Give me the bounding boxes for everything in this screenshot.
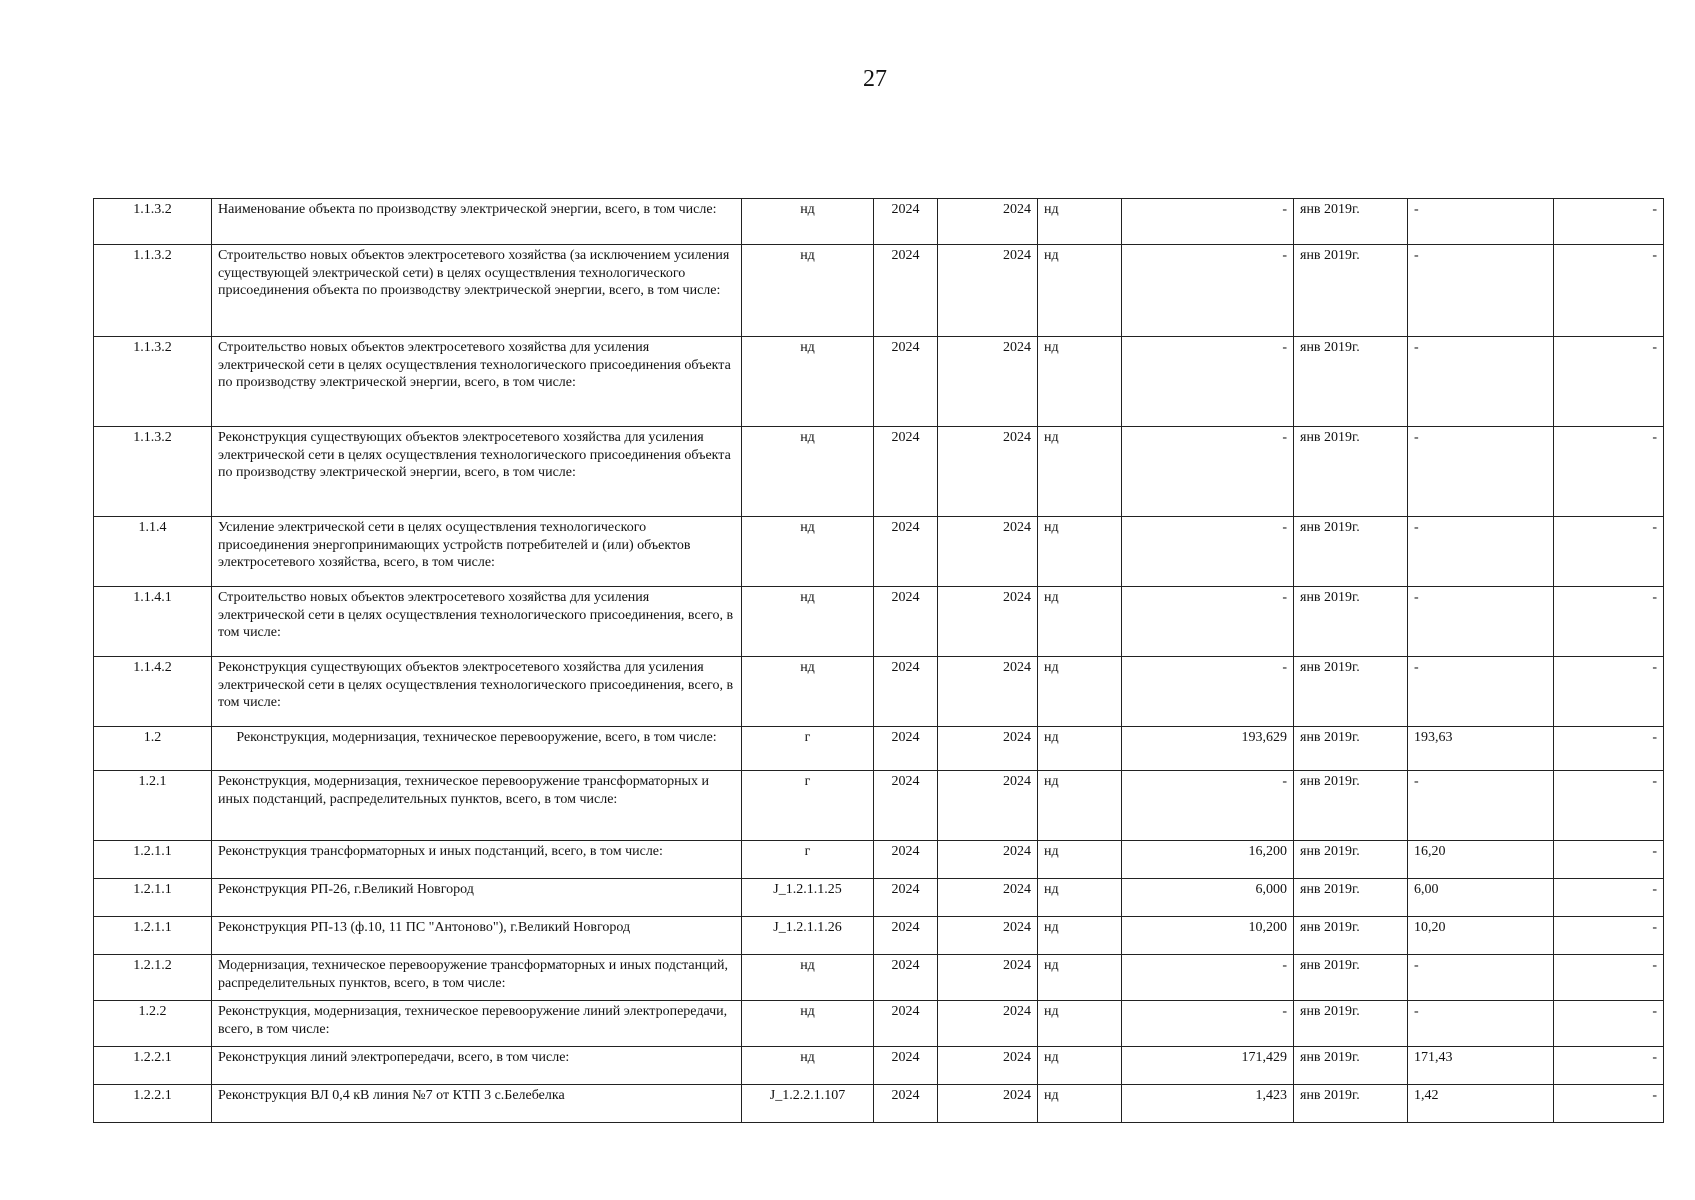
row-name: Реконструкция, модернизация, техническое перевооружение, всего, в том числе:: [212, 727, 742, 771]
row-year-start: 2024: [874, 879, 938, 917]
row-status: нд: [1038, 427, 1122, 517]
row-last: -: [1554, 245, 1664, 337]
row-year-start: 2024: [874, 1001, 938, 1047]
row-name: Реконструкция ВЛ 0,4 кВ линия №7 от КТП 3 с.Белебелка: [212, 1085, 742, 1123]
row-value: -: [1122, 517, 1294, 587]
row-last: -: [1554, 1085, 1664, 1123]
row-last: -: [1554, 727, 1664, 771]
row-year-end: 2024: [938, 1047, 1038, 1085]
row-value: 10,200: [1122, 917, 1294, 955]
row-status: нд: [1038, 771, 1122, 841]
table-row: [94, 587, 1664, 657]
row-date: янв 2019г.: [1294, 1047, 1408, 1085]
row-value: 6,000: [1122, 879, 1294, 917]
row-identifier: г: [742, 771, 874, 841]
row-code: 1.2.1.1: [94, 841, 212, 879]
row-code: 1.1.4: [94, 517, 212, 587]
row-date: янв 2019г.: [1294, 1001, 1408, 1047]
row-last: -: [1554, 771, 1664, 841]
row-year-start: 2024: [874, 337, 938, 427]
table-row: [94, 245, 1664, 337]
row-last: -: [1554, 657, 1664, 727]
row-code: 1.2.1.1: [94, 879, 212, 917]
table-row: [94, 199, 1664, 245]
row-status: нд: [1038, 199, 1122, 245]
table-row: [94, 517, 1664, 587]
row-year-end: 2024: [938, 841, 1038, 879]
row-date: янв 2019г.: [1294, 1085, 1408, 1123]
row-identifier: нд: [742, 955, 874, 1001]
row-code: 1.2.1.2: [94, 955, 212, 1001]
row-year-end: 2024: [938, 427, 1038, 517]
row-date: янв 2019г.: [1294, 657, 1408, 727]
table-row: [94, 771, 1664, 841]
row-date: янв 2019г.: [1294, 879, 1408, 917]
row-value-rounded: -: [1408, 657, 1554, 727]
table-row: [94, 841, 1664, 879]
row-code: 1.2: [94, 727, 212, 771]
table-row: [94, 727, 1664, 771]
row-code: 1.2.1.1: [94, 917, 212, 955]
table-row: [94, 337, 1664, 427]
row-name: Наименование объекта по производству электрической энергии, всего, в том числе:: [212, 199, 742, 245]
row-date: янв 2019г.: [1294, 917, 1408, 955]
row-last: -: [1554, 879, 1664, 917]
row-name: Строительство новых объектов электросетевого хозяйства для усиления электрической сети в целях осуществления технологического присоединения, всего, в том числе:: [212, 587, 742, 657]
row-value: -: [1122, 955, 1294, 1001]
row-last: -: [1554, 841, 1664, 879]
row-value: -: [1122, 245, 1294, 337]
row-value-rounded: -: [1408, 337, 1554, 427]
row-date: янв 2019г.: [1294, 245, 1408, 337]
table-row: [94, 879, 1664, 917]
table-row: [94, 1085, 1664, 1123]
row-value: -: [1122, 657, 1294, 727]
row-name: Модернизация, техническое перевооружение трансформаторных и иных подстанций, распределительных пунктов, всего, в том числе:: [212, 955, 742, 1001]
row-last: -: [1554, 199, 1664, 245]
row-code: 1.1.3.2: [94, 199, 212, 245]
table-body: [94, 199, 1664, 1123]
row-year-start: 2024: [874, 657, 938, 727]
row-identifier: г: [742, 841, 874, 879]
row-value: -: [1122, 771, 1294, 841]
row-status: нд: [1038, 1001, 1122, 1047]
row-code: 1.1.3.2: [94, 427, 212, 517]
table-row: [94, 955, 1664, 1001]
row-date: янв 2019г.: [1294, 727, 1408, 771]
investment-program-table: [93, 198, 1664, 1123]
row-value-rounded: -: [1408, 245, 1554, 337]
row-last: -: [1554, 337, 1664, 427]
row-identifier: г: [742, 727, 874, 771]
row-identifier: J_1.2.1.1.25: [742, 879, 874, 917]
row-status: нд: [1038, 245, 1122, 337]
row-year-start: 2024: [874, 587, 938, 657]
table-row: [94, 657, 1664, 727]
page-number-text: 27: [863, 66, 887, 92]
row-identifier: нд: [742, 587, 874, 657]
row-last: -: [1554, 517, 1664, 587]
row-identifier: нд: [742, 245, 874, 337]
row-year-end: 2024: [938, 727, 1038, 771]
row-year-start: 2024: [874, 955, 938, 1001]
row-status: нд: [1038, 841, 1122, 879]
row-name: Усиление электрической сети в целях осуществления технологического присоединения энергопринимающих устройств потребителей и (или) объектов электросетевого хозяйства, всего, в том числе:: [212, 517, 742, 587]
row-value-rounded: 171,43: [1408, 1047, 1554, 1085]
row-last: -: [1554, 427, 1664, 517]
row-status: нд: [1038, 337, 1122, 427]
row-name: Реконструкция РП-26, г.Великий Новгород: [212, 879, 742, 917]
row-year-start: 2024: [874, 199, 938, 245]
row-year-end: 2024: [938, 517, 1038, 587]
row-name: Реконструкция, модернизация, техническое перевооружение трансформаторных и иных подстанций, распределительных пунктов, всего, в том числе:: [212, 771, 742, 841]
row-code: 1.2.1: [94, 771, 212, 841]
row-year-end: 2024: [938, 1001, 1038, 1047]
row-date: янв 2019г.: [1294, 517, 1408, 587]
row-status: нд: [1038, 879, 1122, 917]
row-year-end: 2024: [938, 879, 1038, 917]
row-status: нд: [1038, 587, 1122, 657]
row-year-start: 2024: [874, 841, 938, 879]
row-name: Реконструкция трансформаторных и иных подстанций, всего, в том числе:: [212, 841, 742, 879]
row-name: Реконструкция, модернизация, техническое перевооружение линий электропередачи, всего, в том числе:: [212, 1001, 742, 1047]
row-value-rounded: -: [1408, 1001, 1554, 1047]
row-last: -: [1554, 1047, 1664, 1085]
row-value-rounded: -: [1408, 587, 1554, 657]
row-year-end: 2024: [938, 245, 1038, 337]
row-name: Реконструкция РП-13 (ф.10, 11 ПС "Антоново"), г.Великий Новгород: [212, 917, 742, 955]
row-identifier: нд: [742, 657, 874, 727]
row-name: Строительство новых объектов электросетевого хозяйства (за исключением усиления существующей электрической сети) в целях осуществления технологического присоединения объекта по производству электрической энергии, всего, в том числе:: [212, 245, 742, 337]
row-value: -: [1122, 1001, 1294, 1047]
row-date: янв 2019г.: [1294, 841, 1408, 879]
row-identifier: нд: [742, 199, 874, 245]
row-value: 193,629: [1122, 727, 1294, 771]
row-year-start: 2024: [874, 427, 938, 517]
row-name: Реконструкция существующих объектов электросетевого хозяйства для усиления электрической сети в целях осуществления технологического присоединения, всего, в том числе:: [212, 657, 742, 727]
row-status: нд: [1038, 517, 1122, 587]
row-code: 1.1.3.2: [94, 337, 212, 427]
table-row: [94, 1047, 1664, 1085]
row-year-start: 2024: [874, 1047, 938, 1085]
row-value-rounded: 10,20: [1408, 917, 1554, 955]
row-year-start: 2024: [874, 245, 938, 337]
table-row: [94, 427, 1664, 517]
row-value-rounded: 6,00: [1408, 879, 1554, 917]
row-identifier: нд: [742, 337, 874, 427]
row-year-end: 2024: [938, 199, 1038, 245]
row-status: нд: [1038, 657, 1122, 727]
row-value-rounded: -: [1408, 955, 1554, 1001]
row-year-end: 2024: [938, 337, 1038, 427]
row-name: Строительство новых объектов электросетевого хозяйства для усиления электрической сети в целях осуществления технологического присоединения объекта по производству электрической энергии, всего, в том числе:: [212, 337, 742, 427]
row-date: янв 2019г.: [1294, 587, 1408, 657]
row-value-rounded: -: [1408, 517, 1554, 587]
row-year-start: 2024: [874, 771, 938, 841]
row-date: янв 2019г.: [1294, 199, 1408, 245]
row-value: -: [1122, 587, 1294, 657]
row-value-rounded: 16,20: [1408, 841, 1554, 879]
row-year-end: 2024: [938, 955, 1038, 1001]
row-year-start: 2024: [874, 917, 938, 955]
row-last: -: [1554, 1001, 1664, 1047]
row-year-end: 2024: [938, 917, 1038, 955]
row-year-end: 2024: [938, 1085, 1038, 1123]
row-identifier: J_1.2.1.1.26: [742, 917, 874, 955]
row-date: янв 2019г.: [1294, 337, 1408, 427]
row-value-rounded: 1,42: [1408, 1085, 1554, 1123]
row-identifier: нд: [742, 517, 874, 587]
row-year-start: 2024: [874, 517, 938, 587]
row-last: -: [1554, 917, 1664, 955]
row-code: 1.2.2: [94, 1001, 212, 1047]
row-year-end: 2024: [938, 657, 1038, 727]
table-row: [94, 1001, 1664, 1047]
row-code: 1.2.2.1: [94, 1047, 212, 1085]
row-value-rounded: 193,63: [1408, 727, 1554, 771]
row-value: -: [1122, 199, 1294, 245]
row-status: нд: [1038, 955, 1122, 1001]
table-row: [94, 917, 1664, 955]
row-date: янв 2019г.: [1294, 771, 1408, 841]
row-code: 1.2.2.1: [94, 1085, 212, 1123]
row-last: -: [1554, 955, 1664, 1001]
page-number: [0, 66, 1695, 93]
row-year-start: 2024: [874, 727, 938, 771]
row-value-rounded: -: [1408, 199, 1554, 245]
row-status: нд: [1038, 917, 1122, 955]
row-identifier: нд: [742, 1001, 874, 1047]
row-code: 1.1.3.2: [94, 245, 212, 337]
row-date: янв 2019г.: [1294, 427, 1408, 517]
row-status: нд: [1038, 727, 1122, 771]
row-value: -: [1122, 337, 1294, 427]
row-name: Реконструкция линий электропередачи, всего, в том числе:: [212, 1047, 742, 1085]
row-value: -: [1122, 427, 1294, 517]
row-name: Реконструкция существующих объектов электросетевого хозяйства для усиления электрической сети в целях осуществления технологического присоединения объекта по производству электрической энергии, всего, в том числе:: [212, 427, 742, 517]
row-value-rounded: -: [1408, 771, 1554, 841]
row-value: 1,423: [1122, 1085, 1294, 1123]
row-value-rounded: -: [1408, 427, 1554, 517]
row-identifier: нд: [742, 1047, 874, 1085]
row-value: 16,200: [1122, 841, 1294, 879]
row-identifier: нд: [742, 427, 874, 517]
row-value: 171,429: [1122, 1047, 1294, 1085]
row-date: янв 2019г.: [1294, 955, 1408, 1001]
row-year-end: 2024: [938, 771, 1038, 841]
row-code: 1.1.4.1: [94, 587, 212, 657]
row-year-end: 2024: [938, 587, 1038, 657]
row-year-start: 2024: [874, 1085, 938, 1123]
row-status: нд: [1038, 1047, 1122, 1085]
row-code: 1.1.4.2: [94, 657, 212, 727]
row-last: -: [1554, 587, 1664, 657]
row-status: нд: [1038, 1085, 1122, 1123]
row-identifier: J_1.2.2.1.107: [742, 1085, 874, 1123]
